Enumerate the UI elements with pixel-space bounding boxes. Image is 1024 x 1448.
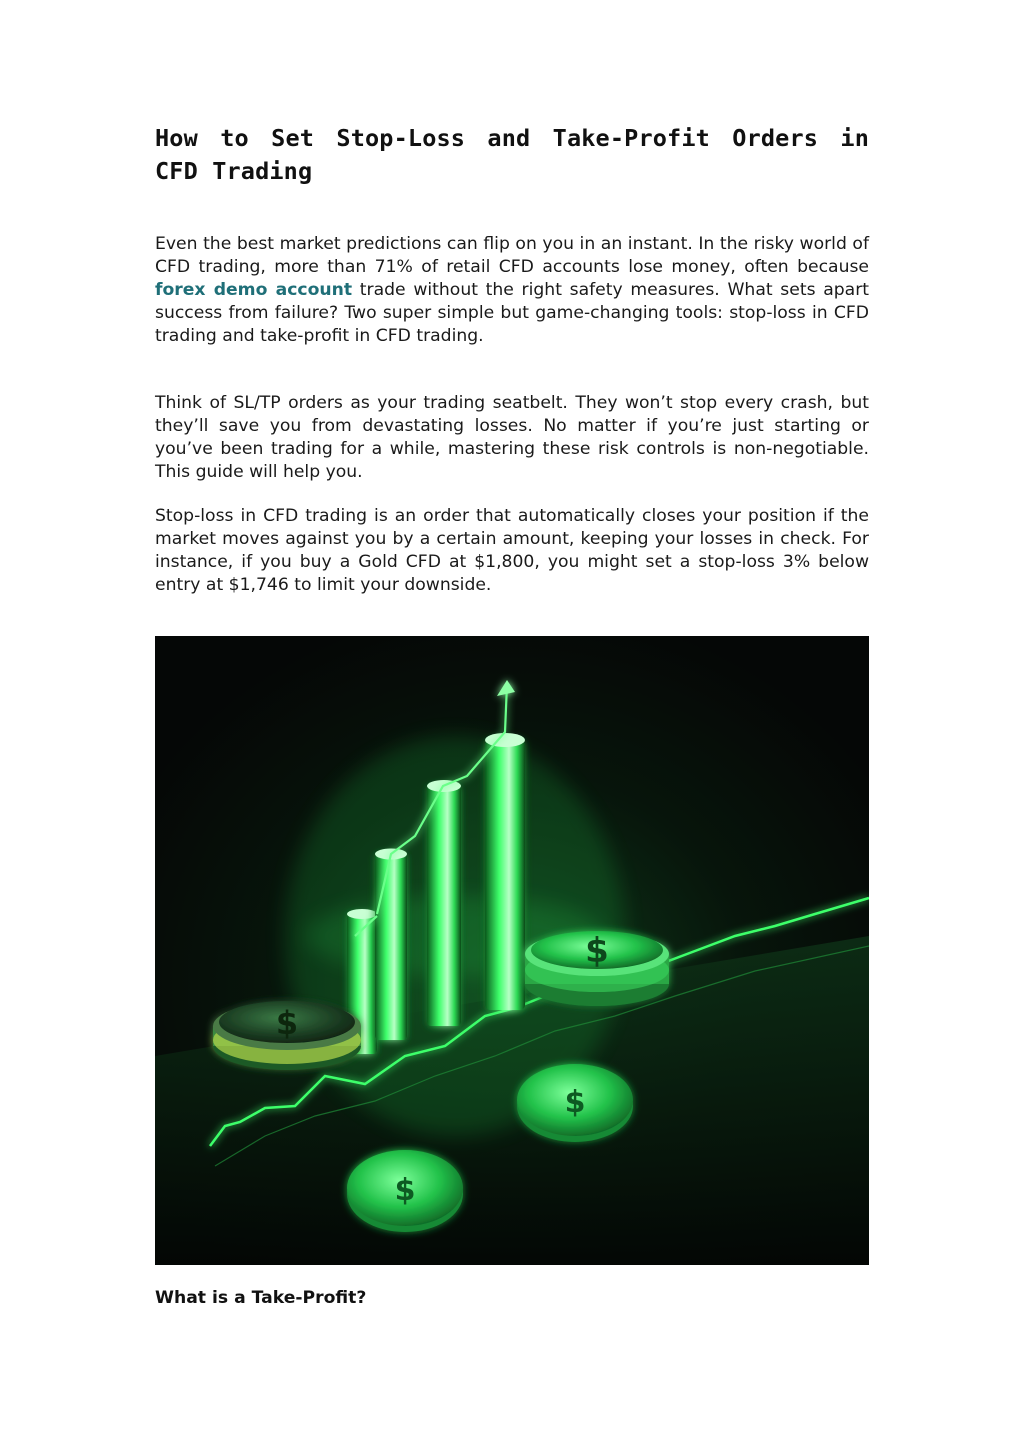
- take-profit-heading: What is a Take-Profit?: [155, 1288, 367, 1308]
- growth-chart-illustration: [155, 636, 869, 1265]
- coin-loose-right: [517, 1064, 633, 1142]
- coin-loose-bottom: [347, 1150, 463, 1232]
- hero-image: [155, 636, 869, 1265]
- dollar-icon: $: [564, 1085, 586, 1120]
- bar-4: [485, 740, 525, 1010]
- intro-text-after-link: trade without the right safety measures. What sets apart success from failure? Two super simple but game-changing tools: stop-loss in CFD trading and take-profit in CFD trading.: [155, 280, 870, 346]
- forex-demo-account-link[interactable]: forex demo account: [155, 280, 353, 300]
- bar-2: [375, 854, 407, 1040]
- coin-stack-small-left: [213, 1001, 361, 1070]
- bar-4-cap: [485, 733, 525, 747]
- page-title: How to Set Stop-Loss and Take-Profit Orders in CFD Trading: [155, 124, 869, 185]
- bar-3: [427, 786, 461, 1026]
- stop-loss-paragraph: Stop-loss in CFD trading is an order that automatically closes your position if the market moves against you by a certain amount, keeping your losses in check. For instance, if you buy a Gold CFD at $1,800, you might set a stop-loss 3% below entry at $1,746 to limit your downside.: [155, 506, 869, 595]
- seatbelt-paragraph: Think of SL/TP orders as your trading seatbelt. They won’t stop every crash, but they’ll save you from devastating losses. No matter if you’re just starting or you’ve been trading for a while, mastering these risk controls is non-negotiable. This guide will help you.: [155, 393, 869, 482]
- coin-stack-large: [525, 931, 669, 1006]
- dollar-icon: $: [585, 931, 609, 971]
- dollar-icon: $: [275, 1004, 299, 1042]
- intro-paragraph: [155, 233, 869, 348]
- dollar-icon: $: [394, 1173, 416, 1208]
- intro-text-before-link: Even the best market predictions can flip on you in an instant. In the risky world of CFD trading, more than 71% of retail CFD accounts lose money, often because: [155, 234, 869, 277]
- bar-1-cap: [347, 909, 377, 919]
